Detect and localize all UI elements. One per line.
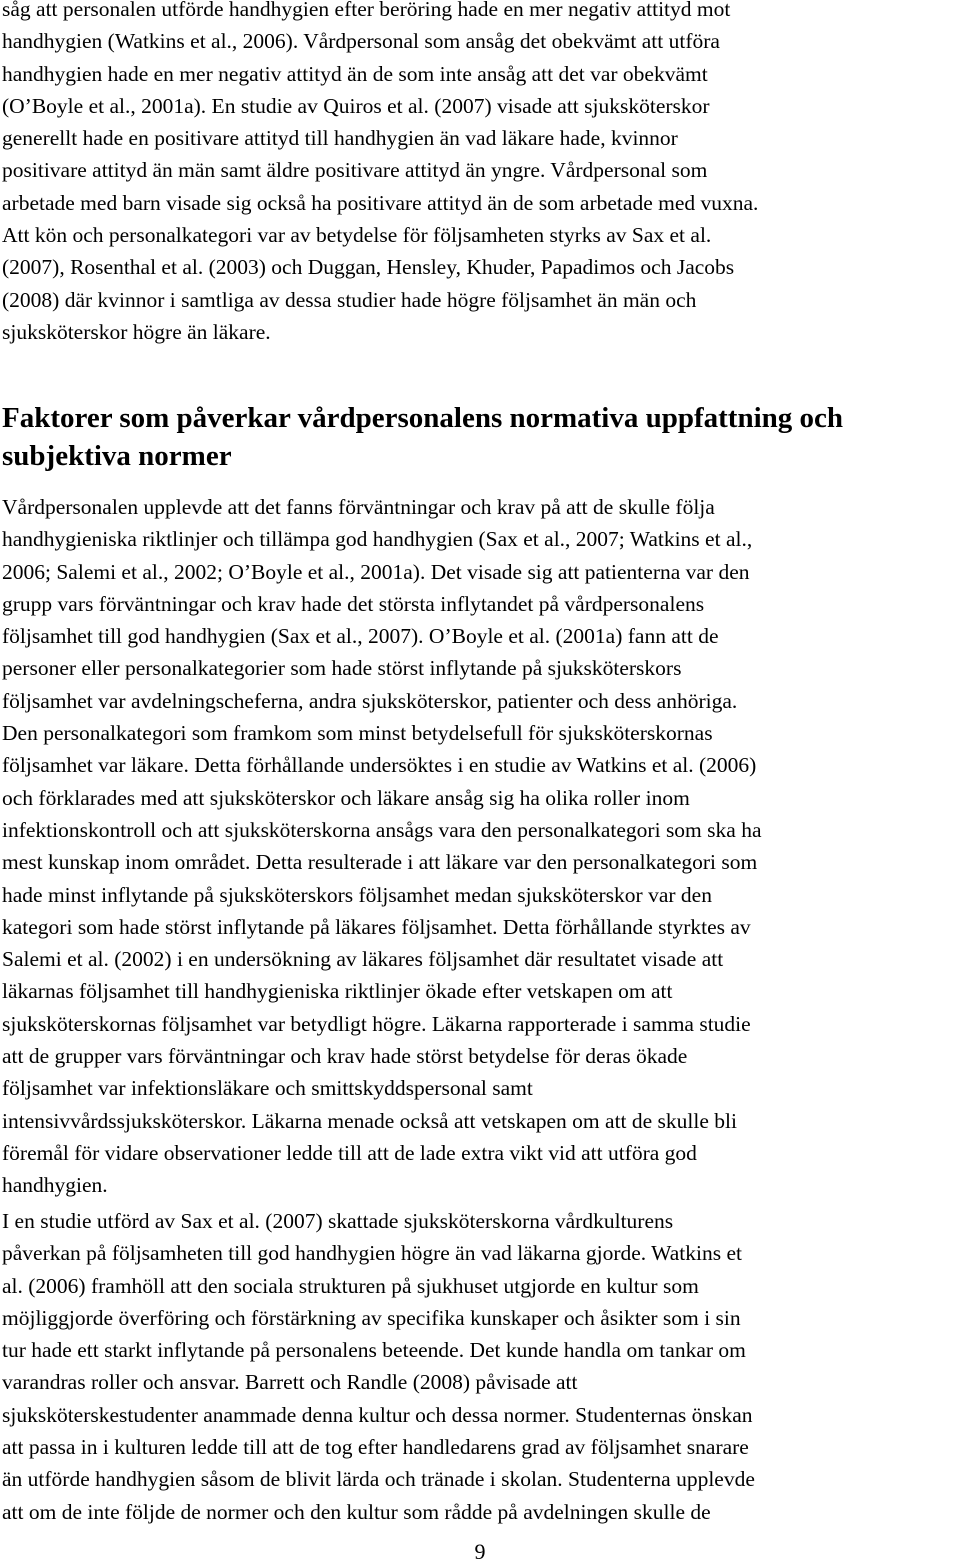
text-line: positivare attityd än män samt äldre positivare attityd än yngre. Vårdpersonal som	[2, 158, 708, 183]
text-line: att om de inte följde de normer och den kultur som rådde på avdelningen skulle de	[2, 1499, 711, 1524]
text-line: I en studie utförd av Sax et al. (2007) skattade sjuksköterskorna vårdkulturens	[2, 1209, 674, 1233]
text-line: sjuksköterskestudenter anammade denna kultur och dessa normer. Studenternas önskan	[2, 1402, 753, 1427]
text-line: sjuksköterskor högre än läkare.	[2, 319, 271, 344]
page-number: 9	[474, 1539, 486, 1564]
text-line: sjuksköterskornas följsamhet var betydligt högre. Läkarna rapporterade i samma studie	[2, 1011, 751, 1036]
text-line: Vårdpersonalen upplevde att det fanns förväntningar och krav på att de skulle följa	[2, 495, 715, 519]
text-line: generellt hade en positivare attityd till handhygien än vad läkare hade, kvinnor	[2, 126, 678, 151]
paragraph-care-culture	[2, 1205, 958, 1528]
text-line: handhygien.	[2, 1173, 108, 1198]
heading-line: subjektiva normer	[2, 440, 232, 472]
text-line: följsamhet var avdelningscheferna, andra sjuksköterskor, patienter och dess anhöriga.	[2, 688, 738, 713]
text-line: grupp vars förväntningar och krav hade det största inflytandet på vårdpersonalens	[2, 591, 705, 616]
text-line: påverkan på följsamheten till god handhygien högre än vad läkarna gjorde. Watkins et	[2, 1241, 742, 1266]
text-line: följsamhet var läkare. Detta förhållande undersöktes i en studie av Watkins et al. (2006)	[2, 753, 757, 778]
paragraph-attitudes	[2, 0, 958, 348]
text-line: och förklarades med att sjuksköterskor och läkare ansåg sig ha olika roller inom	[2, 785, 690, 810]
text-line: (2007), Rosenthal et al. (2003) och Duggan, Hensley, Khuder, Papadimos och Jacobs	[2, 255, 735, 280]
text-line: att de grupper vars förväntningar och krav hade störst betydelse för deras ökade	[2, 1044, 688, 1069]
text-line: handhygien hade en mer negativ attityd än de som inte ansåg att det var obekvämt	[2, 61, 708, 86]
text-line: intensivvårdssjuksköterskor. Läkarna menade också att vetskapen om att de skulle bli	[2, 1108, 737, 1133]
text-line: (O’Boyle et al., 2001a). En studie av Quiros et al. (2007) visade att sjuksköterskor	[2, 93, 710, 118]
heading-line: Faktorer som påverkar vårdpersonalens normativa uppfattning och	[2, 402, 844, 434]
text-line: personer eller personalkategorier som hade störst inflytande på sjuksköterskors	[2, 656, 682, 681]
text-line: arbetade med barn visade sig också ha positivare attityd än de som arbetade med vuxna.	[2, 190, 759, 215]
text-line: varandras roller och ansvar. Barrett och Randle (2008) påvisade att	[2, 1370, 578, 1395]
text-line: följsamhet var infektionsläkare och smittskyddspersonal samt	[2, 1076, 533, 1101]
text-line: handhygien (Watkins et al., 2006). Vårdpersonal som ansåg det obekvämt att utföra	[2, 29, 720, 54]
text-line: handhygieniska riktlinjer och tillämpa god handhygien (Sax et al., 2007; Watkins et al.,	[2, 527, 753, 552]
text-line: föremål för vidare observationer ledde till att de lade extra vikt vid att utföra god	[2, 1140, 697, 1165]
text-line: kategori som hade störst inflytande på läkares följsamhet. Detta förhållande styrktes av	[2, 914, 751, 939]
text-line: såg att personalen utförde handhygien efter beröring hade en mer negativ attityd mot	[2, 0, 731, 21]
text-line: al. (2006) framhöll att den sociala strukturen på sjukhuset utgjorde en kultur som	[2, 1273, 699, 1298]
text-line: att passa in i kulturen ledde till att de tog efter handledarens grad av följsamhet snarare	[2, 1435, 749, 1460]
text-line: Den personalkategori som framkom som minst betydelsefull för sjuksköterskornas	[2, 721, 713, 746]
text-line: tur hade ett starkt inflytande på personalens beteende. Det kunde handla om tankar om	[2, 1338, 746, 1363]
text-line: läkarnas följsamhet till handhygieniska riktlinjer ökade efter vetskapen om att	[2, 979, 673, 1004]
text-line: möjliggjorde överföring och förstärkning av specifika kunskaper och åsikter som i sin	[2, 1305, 741, 1330]
paragraph-normative-expectations	[2, 491, 958, 1202]
text-line: 2006; Salemi et al., 2002; O’Boyle et al., 2001a). Det visade sig att patienterna var den	[2, 559, 750, 584]
text-line: följsamhet till god handhygien (Sax et al., 2007). O’Boyle et al. (2001a) fann att de	[2, 624, 719, 649]
text-line: infektionskontroll och att sjuksköterskorna ansågs vara den personalkategori som ska ha	[2, 817, 762, 842]
text-line: Att kön och personalkategori var av betydelse för följsamheten styrks av Sax et al.	[2, 223, 712, 248]
section-heading	[2, 399, 958, 475]
text-line: än utförde handhygien såsom de blivit lärda och tränade i skolan. Studenterna upplevde	[2, 1467, 755, 1492]
text-line: hade minst inflytande på sjuksköterskors följsamhet medan sjuksköterskor var den	[2, 882, 712, 907]
text-line: (2008) där kvinnor i samtliga av dessa studier hade högre följsamhet än män och	[2, 287, 697, 312]
text-line: Salemi et al. (2002) i en undersökning av läkares följsamhet där resultatet visade att	[2, 947, 724, 972]
text-line: mest kunskap inom området. Detta resulterade i att läkare var den personalkategori som	[2, 850, 758, 875]
